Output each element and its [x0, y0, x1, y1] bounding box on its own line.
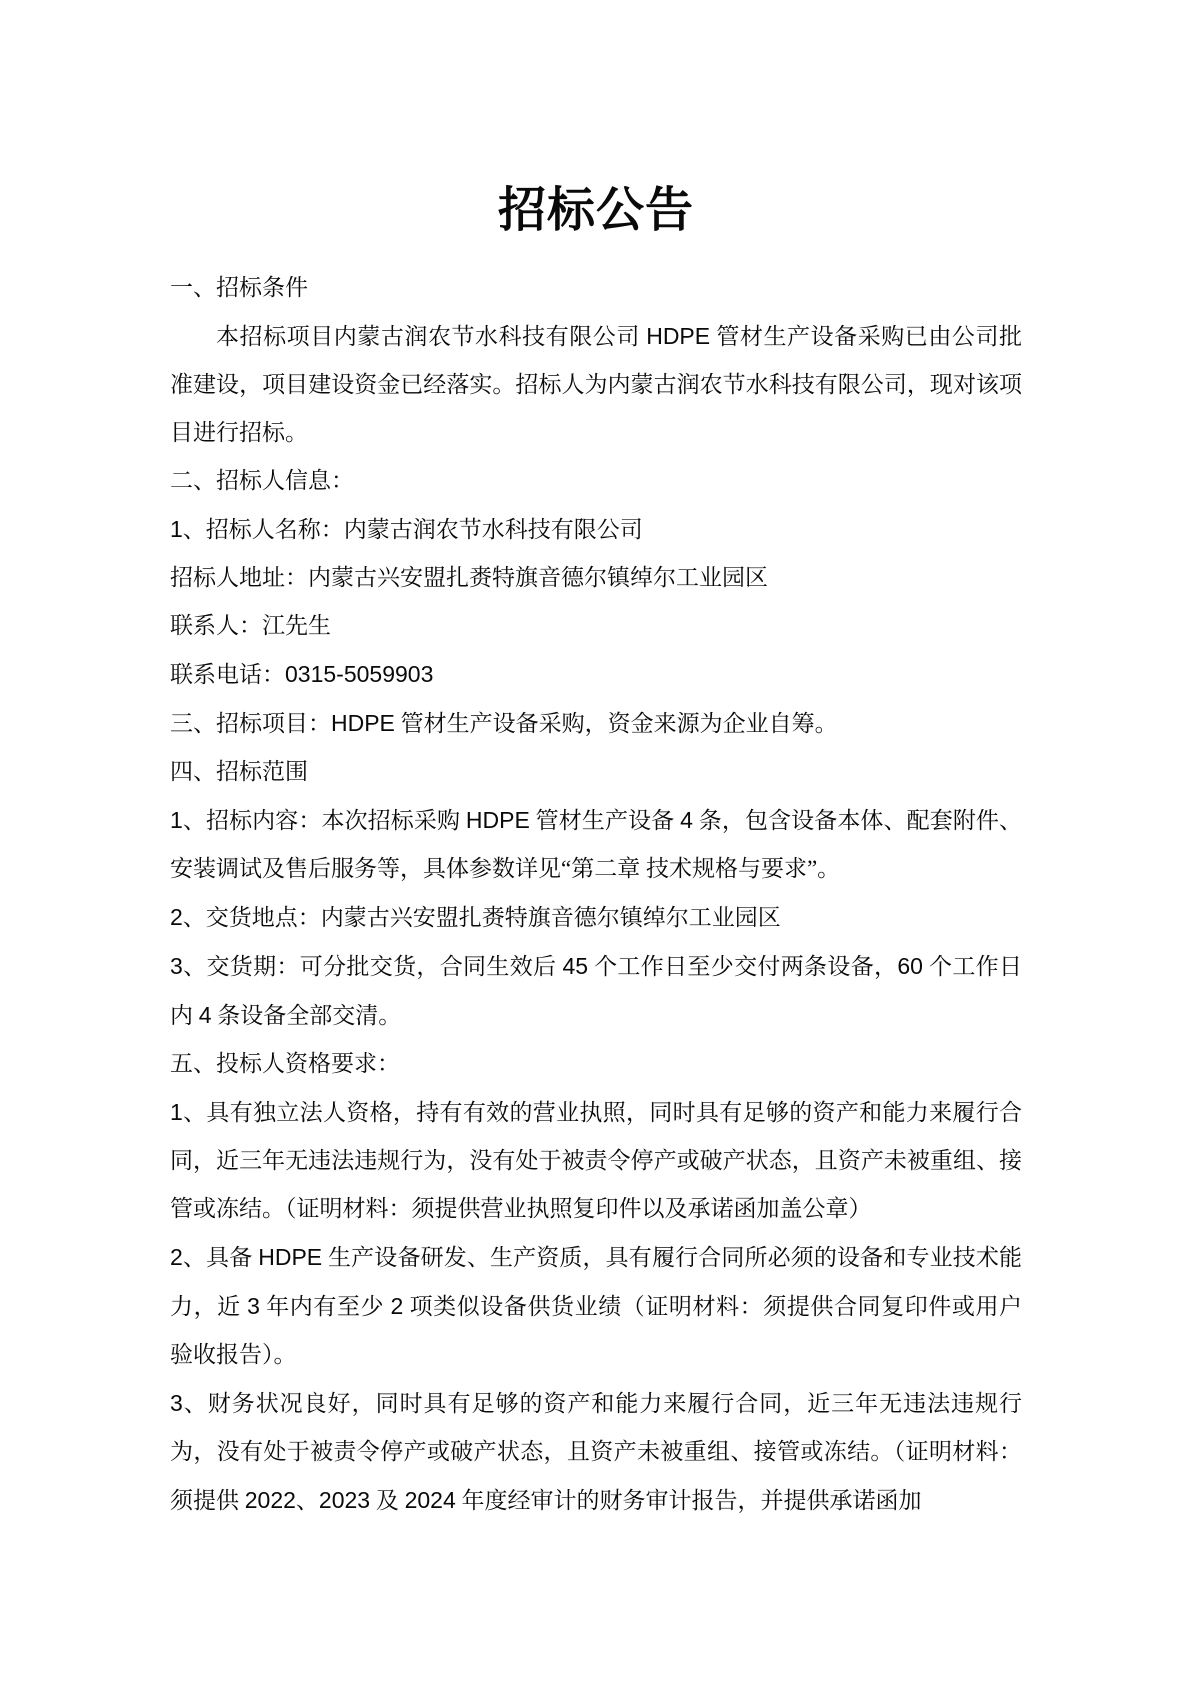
paragraph: 招标人地址：内蒙古兴安盟扎赉特旗音德尔镇绰尔工业园区 [170, 565, 768, 590]
latin-text: 45 [562, 953, 589, 979]
latin-text: 3 [170, 953, 183, 979]
paragraph: 三、招标项目：HDPE 管材生产设备采购，资金来源为企业自筹。 [170, 710, 838, 736]
latin-text: 2 [170, 904, 183, 930]
latin-text: 0315-5059903 [285, 661, 434, 687]
paragraph: 五、投标人资格要求： [170, 1051, 400, 1076]
latin-text: 4 [680, 807, 693, 833]
latin-text: 60 [897, 953, 923, 979]
latin-text: 1 [170, 807, 183, 833]
latin-text: 2022 [244, 1487, 296, 1513]
document-body [170, 264, 1022, 1525]
latin-text: HDPE [258, 1244, 323, 1270]
latin-text: 2 [170, 1244, 183, 1270]
paragraph: 本招标项目内蒙古润农节水科技有限公司 HDPE 管材生产设备采购已由公司批准建设，项目建设资金已经落实。招标人为内蒙古润农节水科技有限公司，现对该项目进行招标。 [170, 323, 1023, 445]
paragraph: 2、交货地点：内蒙古兴安盟扎赉特旗音德尔镇绰尔工业园区 [170, 904, 781, 930]
paragraph: 1、具有独立法人资格，持有有效的营业执照，同时具有足够的资产和能力来履行合同，近三年无违法违规行为，没有处于被责令停产或破产状态，且资产未被重组、接管或冻结。（证明材料：须提供营业执照复印件以及承诺函加盖公章） [170, 1099, 1022, 1221]
latin-text: 2024 [404, 1487, 456, 1513]
paragraph: 四、招标范围 [170, 759, 308, 784]
latin-text: HDPE [465, 807, 530, 833]
latin-text: HDPE [646, 323, 711, 349]
latin-text: 2023 [318, 1487, 371, 1513]
paragraph: 3、交货期：可分批交货，合同生效后 45 个工作日至少交付两条设备，60 个工作日内 4 条设备全部交清。 [170, 953, 1023, 1028]
latin-text: 3 [170, 1390, 183, 1416]
latin-text: HDPE [331, 710, 395, 736]
latin-text: 4 [198, 1002, 212, 1028]
latin-text: 1 [170, 516, 183, 542]
latin-text: 1 [170, 1099, 183, 1125]
paragraph: 一、招标条件 [170, 275, 308, 300]
latin-text: 2 [390, 1293, 404, 1319]
paragraph: 1、招标内容：本次招标采购 HDPE 管材生产设备 4 条，包含设备本体、配套附件、安装调试及售后服务等，具体参数详见“第二章 技术规格与要求”。 [170, 807, 1023, 881]
paragraph: 2、具备 HDPE 生产设备研发、生产资质，具有履行合同所必须的设备和专业技术能力，近 3 年内有至少 2 项类似设备供货业绩（证明材料：须提供合同复印件或用户验收报告）。 [170, 1244, 1023, 1367]
paragraph: 3、财务状况良好，同时具有足够的资产和能力来履行合同，近三年无违法违规行为，没有处于被责令停产或破产状态，且资产未被重组、接管或冻结。（证明材料：须提供 2022、2023 及 2024 年度经审计的财务审计报告，并提供承诺函加 [170, 1390, 1022, 1513]
paragraph: 二、招标人信息： [170, 468, 354, 493]
paragraph: 联系电话：0315-5059903 [170, 661, 434, 687]
latin-text: 3 [247, 1293, 260, 1319]
document-title: 招标公告 [497, 184, 694, 237]
paragraph: 联系人：江先生 [170, 613, 331, 638]
paragraph: 1、招标人名称：内蒙古润农节水科技有限公司 [170, 516, 643, 542]
